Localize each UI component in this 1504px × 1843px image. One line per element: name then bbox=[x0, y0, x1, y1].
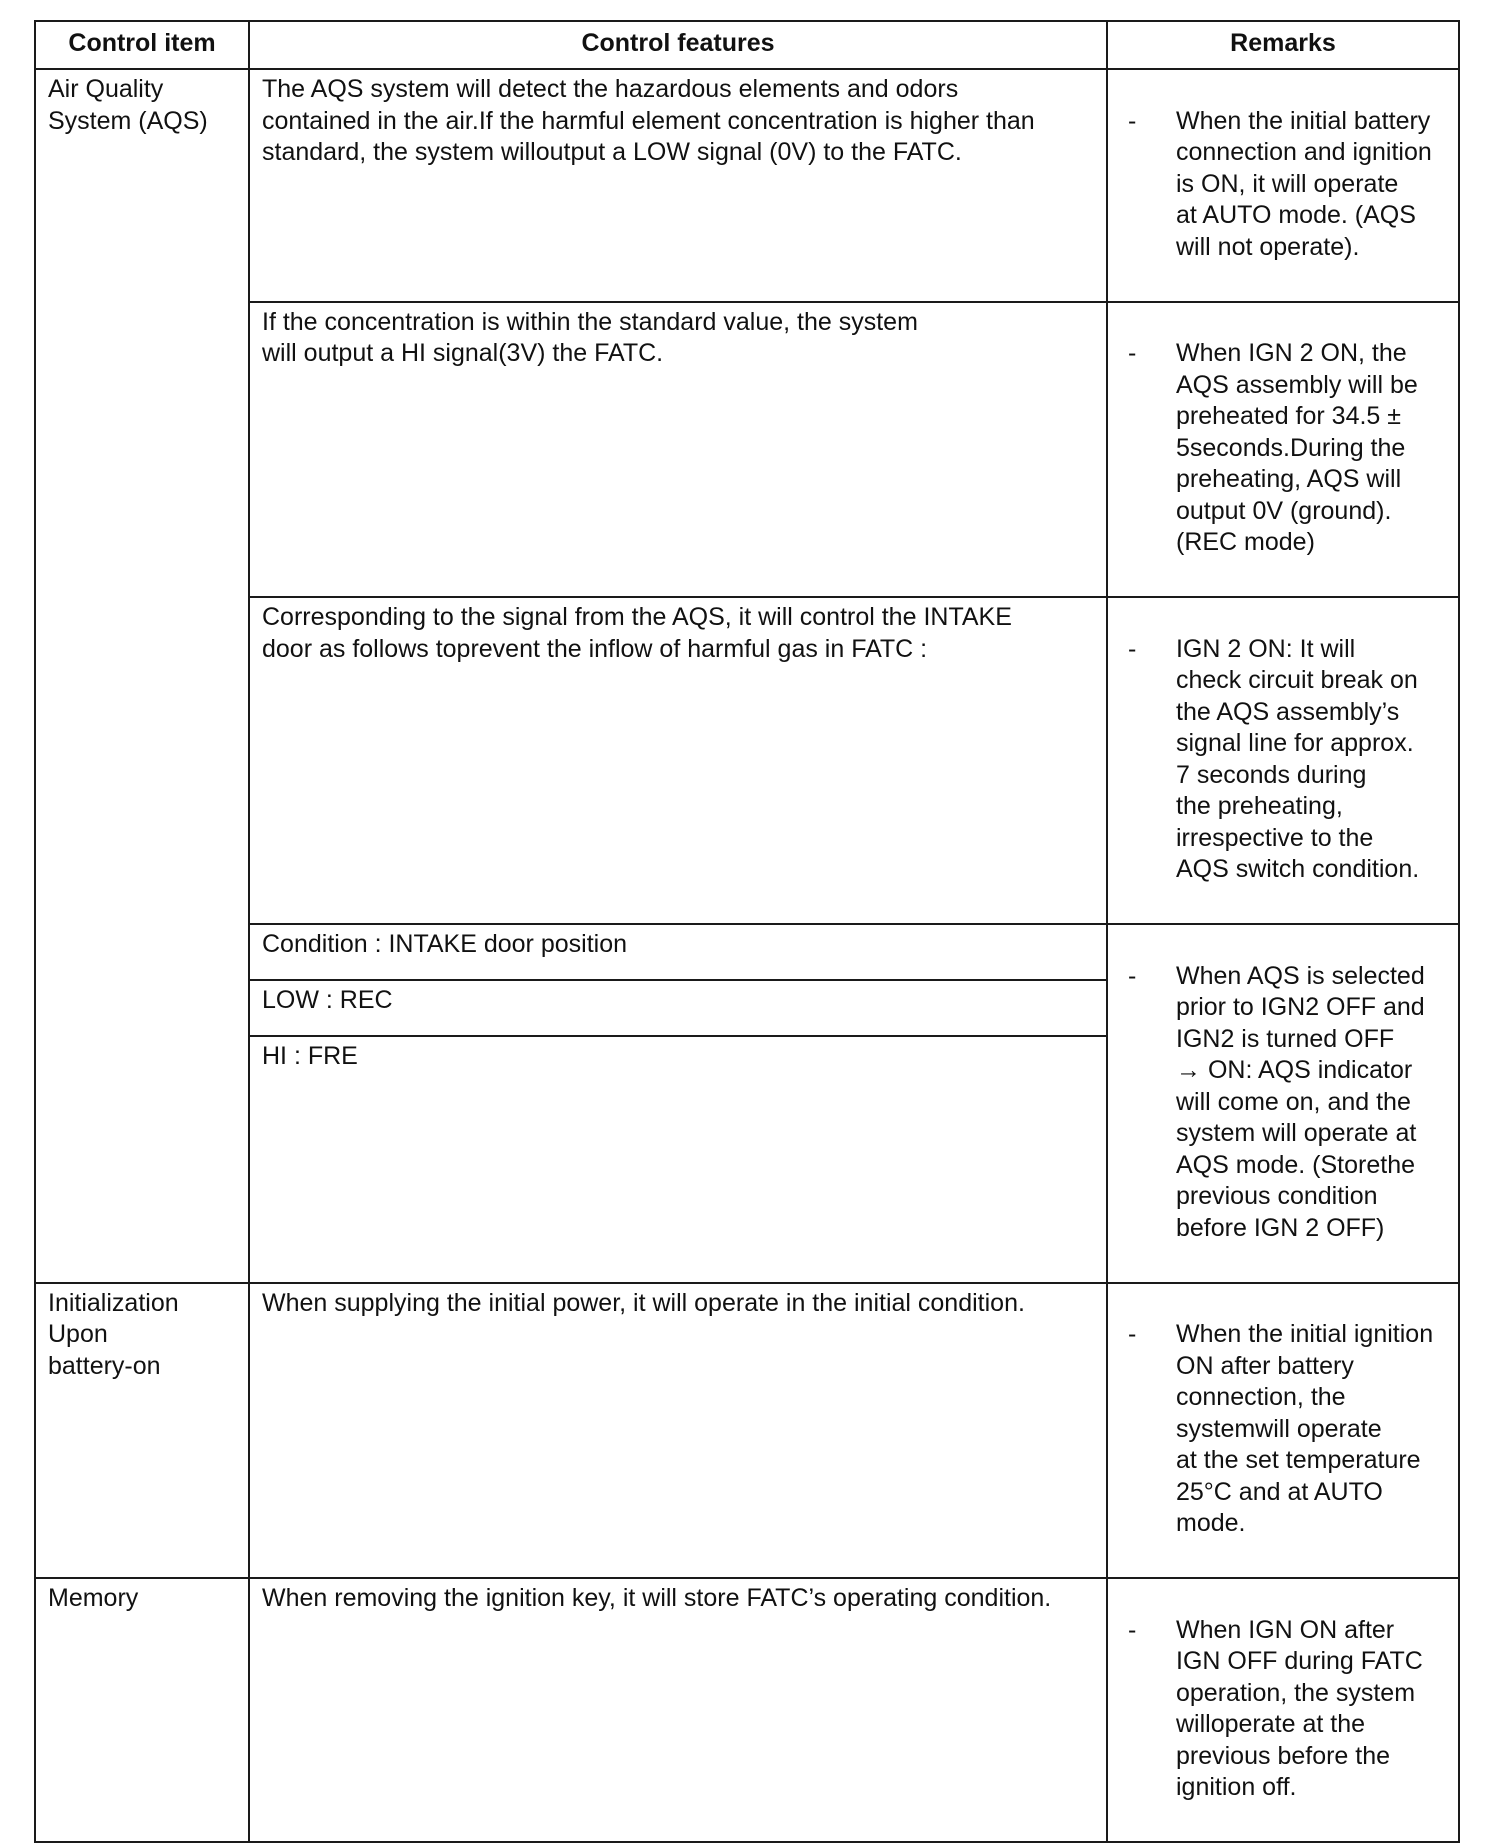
remark-dash: - bbox=[1128, 1320, 1137, 1348]
remark-text: When IGN 2 ON, the AQS assembly will be preheated for 34.5 ± 5seconds.During the preheating, AQS will output 0V (ground). (REC mode) bbox=[1176, 339, 1418, 556]
remark-aqs-4 bbox=[1107, 924, 1459, 1283]
table-row bbox=[35, 302, 1459, 598]
control-item-memory: Memory bbox=[35, 1578, 249, 1842]
feature-aqs-low-rec: LOW : REC bbox=[249, 980, 1107, 1036]
remark-aqs-2 bbox=[1107, 302, 1459, 598]
remark-dash: - bbox=[1128, 961, 1137, 990]
control-item-initialization: Initialization Upon battery-on bbox=[35, 1283, 249, 1579]
feature-memory: When removing the ignition key, it will store FATC’s operating condition. bbox=[249, 1578, 1107, 1842]
feature-initialization: When supplying the initial power, it will operate in the initial condition. bbox=[249, 1283, 1107, 1579]
remark-text: When the initial ignition ON after battery connection, the systemwill operate at the set temperature 25°C and at AUTO mode. bbox=[1176, 1320, 1434, 1537]
control-item-aqs: Air Quality System (AQS) bbox=[35, 69, 249, 1283]
remark-dash: - bbox=[1128, 106, 1137, 135]
header-remarks: Remarks bbox=[1107, 21, 1459, 69]
control-table bbox=[34, 20, 1460, 1843]
remark-dash: - bbox=[1128, 1615, 1137, 1644]
table-row bbox=[35, 1283, 1459, 1579]
remark-text: When IGN ON after IGN OFF during FATC operation, the system willoperate at the previous before the ignition off. bbox=[1176, 1615, 1423, 1801]
feature-aqs-condition-header: Condition : INTAKE door position bbox=[249, 924, 1107, 980]
table-row bbox=[35, 69, 1459, 302]
remark-dash: - bbox=[1128, 339, 1137, 367]
remark-aqs-1 bbox=[1107, 69, 1459, 302]
remark-text: IGN 2 ON: It will check circuit break on the AQS assembly’s signal line for approx. 7 seconds during the preheating, irrespective to the AQS switch condition. bbox=[1176, 634, 1420, 883]
feature-aqs-within-standard: If the concentration is within the standard value, the system will output a HI signal(3V) the FATC. bbox=[249, 302, 1107, 598]
feature-aqs-hi-fre: HI : FRE bbox=[249, 1036, 1107, 1283]
table-row bbox=[35, 597, 1459, 924]
remark-text: When the initial battery connection and ignition is ON, it will operate at AUTO mode. (AQS will not operate). bbox=[1176, 106, 1432, 261]
header-control-features: Control features bbox=[249, 21, 1107, 69]
table-row bbox=[35, 1578, 1459, 1842]
header-control-item: Control item bbox=[35, 21, 249, 69]
remark-dash: - bbox=[1128, 634, 1137, 663]
table-row bbox=[35, 924, 1459, 980]
header-row bbox=[35, 21, 1459, 69]
remark-aqs-3 bbox=[1107, 597, 1459, 924]
feature-aqs-detect: The AQS system will detect the hazardous elements and odors contained in the air.If the harmful element concentration is higher than standard, the system willoutput a LOW signal (0V) to the FATC. bbox=[249, 69, 1107, 302]
feature-aqs-intake-control: Corresponding to the signal from the AQS, it will control the INTAKE door as follows toprevent the inflow of harmful gas in FATC : bbox=[249, 597, 1107, 924]
remark-text: When AQS is selected prior to IGN2 OFF and IGN2 is turned OFF → ON: AQS indicator will come on, and the system will operate at AQS mode. (Storethe previous condition before IGN 2 OFF) bbox=[1176, 961, 1425, 1242]
remark-memory bbox=[1107, 1578, 1459, 1842]
remark-initialization bbox=[1107, 1283, 1459, 1579]
